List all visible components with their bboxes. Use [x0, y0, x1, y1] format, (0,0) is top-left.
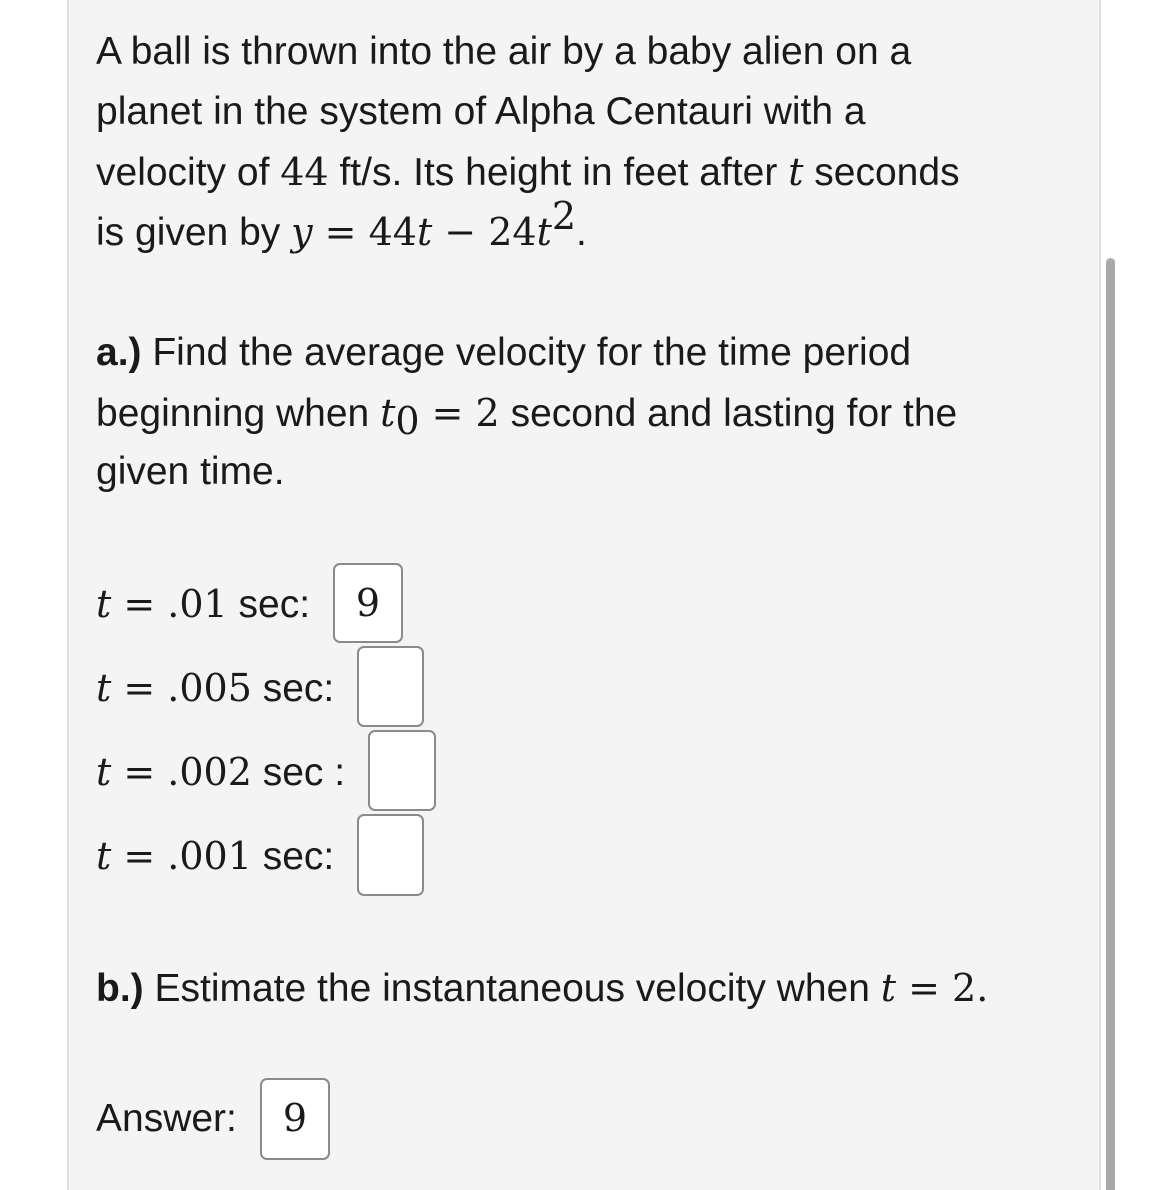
time-value: = .002: [111, 750, 252, 794]
math-variable-t: t: [96, 582, 112, 626]
equation-part: = 2.: [896, 966, 989, 1010]
part-b-line: [96, 958, 988, 1019]
part-b-label: b.): [96, 967, 144, 1010]
math-variable-t: t: [416, 210, 433, 254]
problem-line-4: [96, 194, 587, 263]
scrollbar[interactable]: [1106, 258, 1115, 1190]
equation-part: = 2: [419, 391, 500, 435]
answer-label: [96, 1089, 237, 1149]
row-t-002: [96, 742, 345, 803]
math-variable-t: t: [96, 666, 112, 710]
equation-part: .: [576, 211, 587, 254]
unit-label: sec:: [251, 667, 335, 710]
unit-label: sec:: [251, 835, 335, 878]
math-variable-t: t: [536, 210, 552, 254]
math-variable-t: t: [96, 750, 112, 794]
problem-line-2: [96, 82, 866, 142]
math-variable-t: t: [788, 150, 804, 194]
part-a-text: given time.: [96, 450, 285, 493]
part-a-text: Find the average velocity for the time period: [141, 331, 912, 374]
part-a-line-2: [96, 383, 957, 444]
problem-line-1: [96, 22, 911, 82]
problem-text: planet in the system of Alpha Centauri with a: [96, 90, 866, 133]
unit-label: sec:: [227, 583, 311, 626]
equation-part: − 24: [432, 210, 537, 254]
subscript: 0: [395, 399, 420, 443]
time-value: = .005: [111, 666, 252, 710]
unit-label: sec :: [251, 751, 346, 794]
answer-input-t-01[interactable]: 9: [333, 563, 403, 643]
problem-text: A ball is thrown into the air by a baby alien on a: [96, 30, 912, 73]
math-variable-t: t: [96, 834, 112, 878]
answer-input-instantaneous[interactable]: 9: [260, 1078, 330, 1160]
row-t-001: [96, 826, 334, 887]
answer-input-t-001[interactable]: [357, 814, 424, 896]
answer-label-text: Answer:: [96, 1097, 237, 1140]
math-variable-y: y: [291, 210, 313, 254]
problem-text: is given by: [96, 211, 292, 254]
answer-input-t-005[interactable]: [357, 646, 424, 727]
part-b-text: Estimate the instantaneous velocity when: [143, 967, 881, 1010]
problem-text: seconds: [803, 151, 960, 194]
problem-line-3: [96, 142, 960, 203]
row-t-01: [96, 574, 310, 635]
math-variable-t: t: [380, 391, 396, 435]
part-a-text: beginning when: [96, 392, 381, 435]
answer-input-t-002[interactable]: [368, 730, 436, 811]
exponent: 2: [551, 194, 577, 238]
part-a-line-1: [96, 323, 911, 383]
time-value: = .01: [111, 582, 228, 626]
problem-text: ft/s. Its height in feet after: [328, 151, 789, 194]
part-a-label: a.): [96, 331, 142, 374]
math-variable-t: t: [880, 966, 897, 1010]
part-a-line-3: [96, 442, 285, 502]
part-a-text: second and lasting for the: [499, 392, 958, 435]
equation-part: = 44: [312, 210, 417, 254]
problem-text: velocity of: [96, 151, 281, 194]
velocity-value: 44: [280, 150, 329, 194]
time-value: = .001: [111, 834, 252, 878]
row-t-005: [96, 658, 334, 719]
